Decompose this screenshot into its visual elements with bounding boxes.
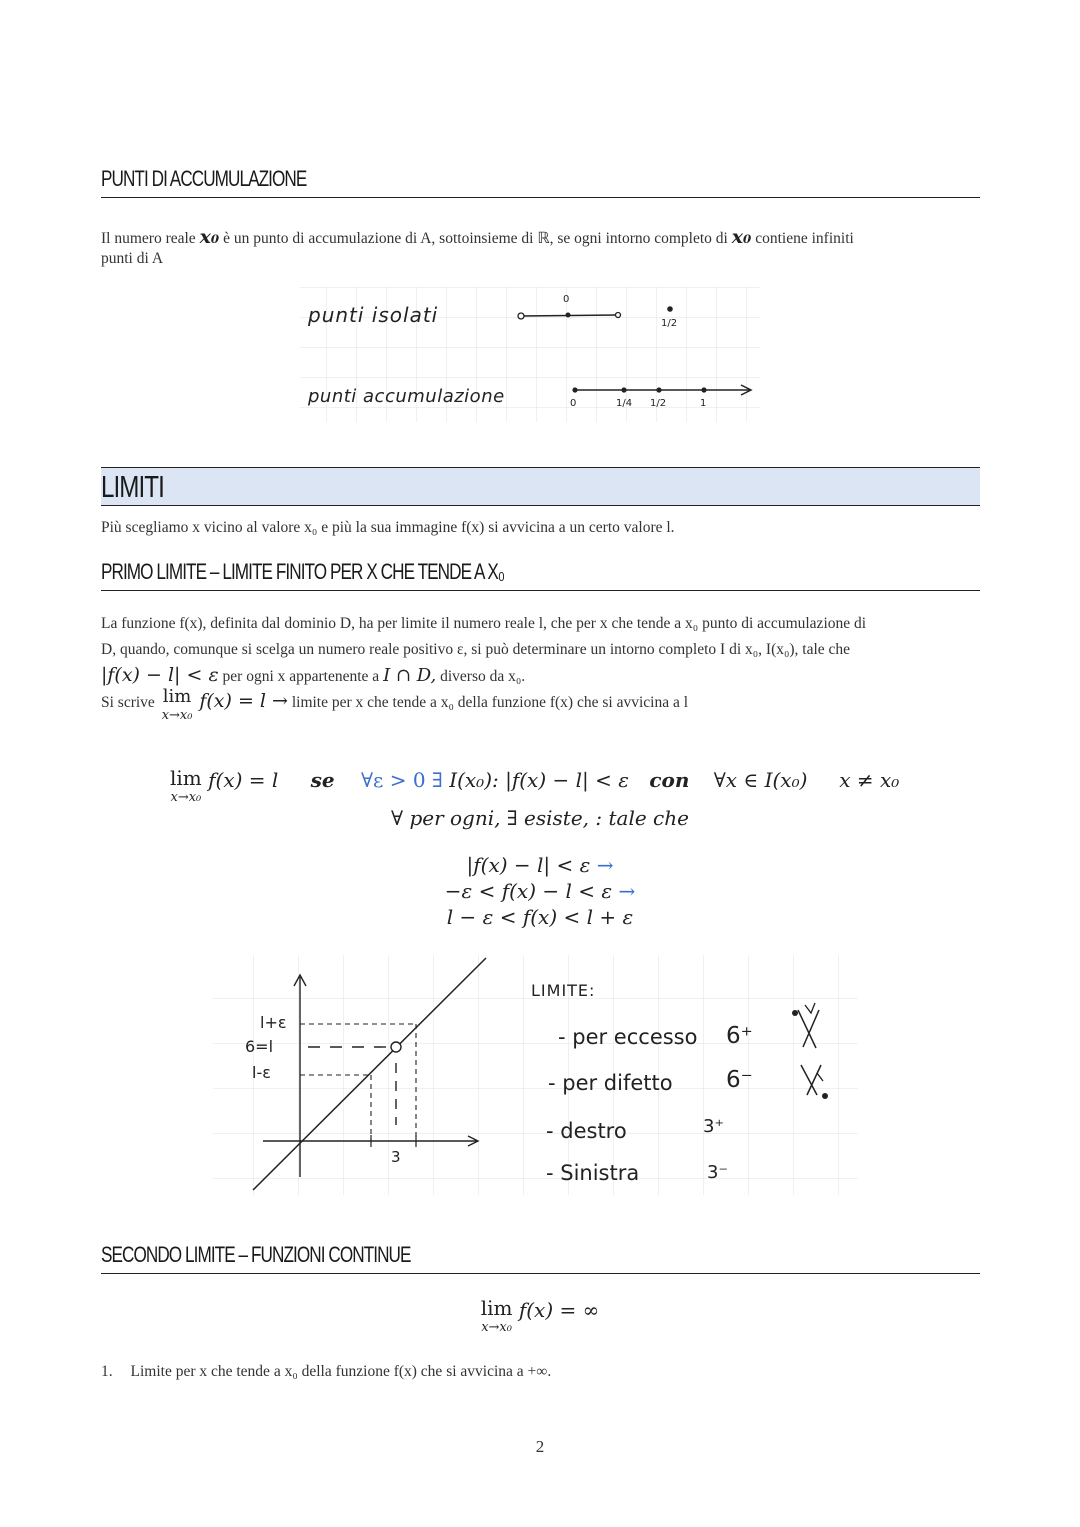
accumulazione-paragraph-end: punti di A bbox=[101, 250, 164, 267]
section-rule bbox=[101, 197, 980, 198]
label-l-plus-eps: l+ε bbox=[260, 1013, 287, 1032]
section-title-primo: PRIMO LIMITE – LIMITE FINITO PER X CHE TENDE A X₀ bbox=[101, 559, 505, 584]
note-difetto-value: 6⁻ bbox=[726, 1067, 753, 1093]
arrow-icon: → bbox=[596, 853, 614, 877]
x0-symbol: x₀ bbox=[731, 226, 752, 248]
note-difetto: - per difetto bbox=[548, 1071, 673, 1095]
label-3: 3 bbox=[391, 1148, 401, 1166]
tick-half: 1/2 bbox=[650, 398, 667, 409]
accumulazione-paragraph bbox=[101, 224, 981, 252]
tick-half-top: 1/2 bbox=[661, 318, 678, 329]
lim-notation bbox=[162, 688, 193, 722]
primo-para-4 bbox=[101, 688, 981, 722]
limit-definition bbox=[170, 768, 899, 804]
lim-notation bbox=[481, 1298, 513, 1334]
lim-word: lim bbox=[162, 686, 192, 707]
limiti-intro: Più scegliamo x vicino al valore x₀ e più la sua immagine f(x) si avvicina a un certo valore l. bbox=[101, 519, 675, 536]
label-isolati: punti isolati bbox=[308, 303, 439, 327]
limiti-banner bbox=[101, 467, 980, 506]
para-text: Si scrive bbox=[101, 694, 155, 711]
note-destro: - destro bbox=[546, 1119, 627, 1143]
intersection-expr: I ∩ D, bbox=[383, 665, 437, 686]
lim-expression: f(x) = l → bbox=[199, 690, 288, 712]
lim-subscript: x→x₀ bbox=[170, 790, 202, 805]
list-item bbox=[101, 1359, 981, 1385]
def-forall: ∀ε > 0 bbox=[360, 768, 426, 792]
inequality-1: |f(x) − l| < ε bbox=[466, 853, 591, 877]
symbol-legend: ∀ per ogni, ∃ esiste, : tale che bbox=[391, 806, 689, 830]
tick-1: 1 bbox=[700, 398, 707, 409]
primo-para-1: La funzione f(x), definita dal dominio D, ha per limite il numero reale l, che per x che tende a x₀ punto di accumulazione di bbox=[101, 615, 867, 632]
para-text: Il numero reale bbox=[101, 230, 196, 247]
lim-word: lim bbox=[170, 766, 202, 790]
section-title-accumulazione: PUNTI DI ACCUMULAZIONE bbox=[101, 166, 307, 191]
x0-symbol: x₀ bbox=[199, 226, 220, 248]
lim-subscript: x→x₀ bbox=[161, 708, 193, 723]
section-rule bbox=[101, 590, 980, 591]
primo-para-2: D, quando, comunque si scelga un numero reale positivo ε, si può determinare un intorno completo I di x₀, I(x₀), tale che bbox=[101, 641, 851, 658]
note-sinistra: - Sinistra bbox=[546, 1161, 640, 1185]
inequality-3: l − ε < f(x) < l + ε bbox=[446, 905, 634, 929]
section-rule bbox=[101, 1273, 980, 1274]
note-sinistra-value: 3⁻ bbox=[707, 1162, 728, 1183]
section-title-secondo: SECONDO LIMITE – FUNZIONI CONTINUE bbox=[101, 1242, 411, 1267]
def-se: se bbox=[310, 768, 335, 792]
section-title-limiti: LIMITI bbox=[101, 469, 164, 504]
second-limit-formula bbox=[0, 1298, 1080, 1334]
note-eccesso: - per eccesso bbox=[558, 1025, 698, 1049]
para-text: è un punto di accumulazione di A, sottoinsieme di ℝ, se ogni intorno completo di bbox=[223, 230, 728, 247]
def-exists: ∃ bbox=[431, 768, 443, 792]
para-text: per ogni x appartenente a bbox=[222, 668, 380, 685]
inequality-2: −ε < f(x) − l < ε bbox=[444, 879, 613, 903]
lim-subscript: x→x₀ bbox=[481, 1320, 512, 1335]
note-destro-value: 3⁺ bbox=[703, 1116, 724, 1137]
tick-0: 0 bbox=[570, 398, 577, 409]
list-number: 1. bbox=[101, 1363, 113, 1380]
list-text: Limite per x che tende a x₀ della funzione f(x) che si avvicina a +∞. bbox=[130, 1363, 552, 1380]
page-number: 2 bbox=[535, 1437, 545, 1456]
second-limit-expression: f(x) = ∞ bbox=[518, 1298, 600, 1322]
label-accumulazione: punti accumulazione bbox=[308, 386, 505, 407]
tick-0-top: 0 bbox=[563, 294, 570, 305]
abs-inequality: |f(x) − l| < ε bbox=[101, 664, 219, 686]
inequality-chain bbox=[0, 852, 1080, 930]
limit-graph-sketch bbox=[213, 955, 858, 1195]
note-title: LIMITE: bbox=[531, 981, 596, 1000]
para-text: diverso da x₀. bbox=[440, 668, 526, 685]
def-tail: ∀x ∈ I(x₀) x ≠ x₀ bbox=[713, 768, 900, 792]
primo-para-3 bbox=[101, 662, 981, 690]
note-eccesso-value: 6⁺ bbox=[726, 1023, 753, 1049]
def-condition: I(x₀): |f(x) − l| < ε bbox=[449, 768, 629, 792]
lim-word: lim bbox=[480, 1296, 513, 1320]
lim-notation bbox=[170, 768, 202, 804]
label-l-minus-eps: l-ε bbox=[252, 1063, 271, 1082]
label-6-equals-l: 6=l bbox=[245, 1037, 274, 1056]
def-expression: f(x) = l bbox=[208, 768, 279, 792]
para-text: limite per x che tende a x₀ della funzione f(x) che si avvicina a l bbox=[291, 694, 689, 711]
arrow-icon: → bbox=[618, 879, 636, 903]
accumulation-sketch bbox=[300, 287, 760, 422]
tick-quarter: 1/4 bbox=[616, 398, 633, 409]
para-text: contiene infiniti bbox=[755, 230, 854, 247]
def-con: con bbox=[649, 768, 690, 792]
